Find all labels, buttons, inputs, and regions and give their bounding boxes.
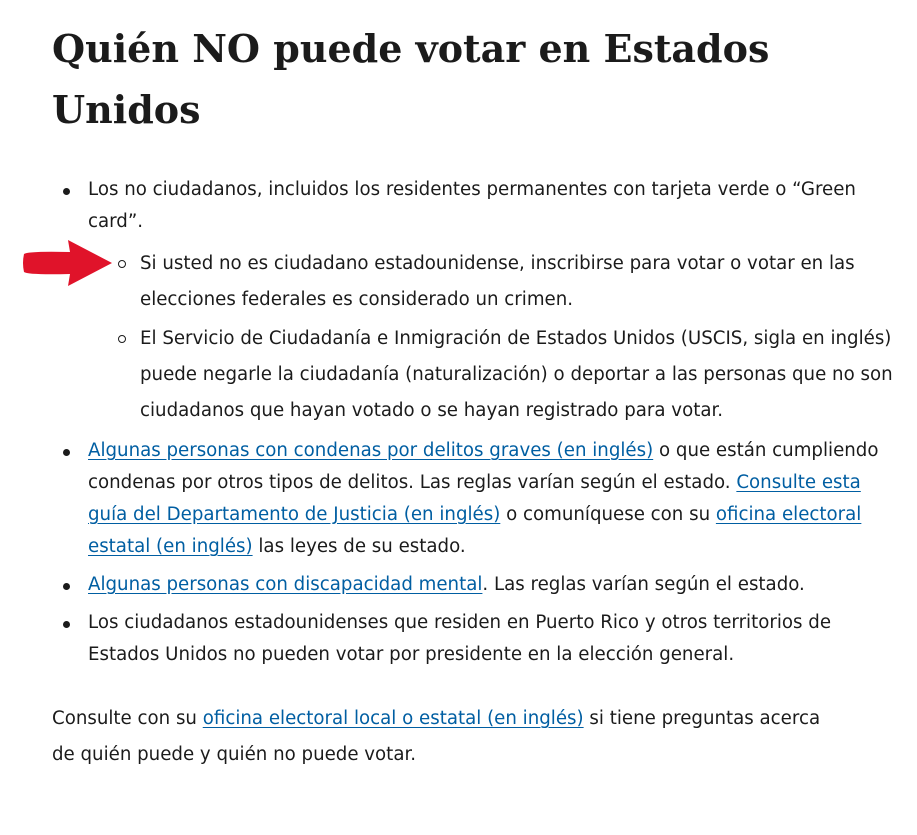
main-content (52, 18, 902, 773)
arrow-shape (23, 240, 112, 286)
list-item-text: Los ciudadanos estadounidenses que residen en Puerto Rico y otros territorios de Estados Unidos no pueden votar por presidente en la elección general. (88, 612, 832, 665)
sub-list-item-crime (88, 246, 902, 318)
list-item-felony (52, 435, 902, 563)
ineligible-voters-list (52, 174, 902, 671)
footer-paragraph (52, 701, 832, 773)
justice-department-guide-link[interactable]: Consulte esta guía del Departamento de Justicia (en inglés) (88, 472, 861, 525)
list-item-non-citizens (52, 174, 902, 429)
red-arrow-icon (22, 238, 114, 288)
felony-convictions-link[interactable]: Algunas personas con condenas por delitos graves (en inglés) (88, 440, 654, 461)
mental-disability-link[interactable]: Algunas personas con discapacidad mental (88, 574, 483, 595)
sub-list (88, 246, 902, 429)
list-item-territories (52, 607, 902, 671)
list-item-text: las leyes de su estado. (252, 536, 466, 557)
footer-text: si tiene preguntas acerca de quién puede y quién no puede votar. (52, 708, 821, 765)
list-item-mental-disability (52, 569, 902, 601)
list-item-text: . Las reglas varían según el estado. (482, 574, 805, 595)
list-item-text: Los no ciudadanos, incluidos los residentes permanentes con tarjeta verde o “Green card”. (88, 179, 856, 232)
page-title: Quién NO puede votar en Estados Unidos (52, 26, 770, 132)
state-election-office-link[interactable]: oficina electoral estatal (en inglés) (88, 504, 862, 557)
footer-text: Consulte con su (52, 708, 203, 729)
sub-list-item-text: Si usted no es ciudadano estadounidense, inscribirse para votar o votar en las elecciones federales es considerado un crimen. (140, 253, 855, 310)
list-item-text: o comuníquese con su (500, 504, 716, 525)
list-item-text: o que están cumpliendo condenas por otros tipos de delitos. Las reglas varían según el estado. (88, 440, 879, 493)
sub-list-item-text: El Servicio de Ciudadanía e Inmigración de Estados Unidos (USCIS, sigla en inglés) puede negarle la ciudadanía (naturalización) o deportar a las personas que no son ciudadanos que hayan votado o se hayan registrado para votar. (140, 328, 893, 421)
sub-list-item-uscis (88, 321, 902, 429)
local-state-election-office-link[interactable]: oficina electoral local o estatal (en inglés) (202, 708, 584, 729)
